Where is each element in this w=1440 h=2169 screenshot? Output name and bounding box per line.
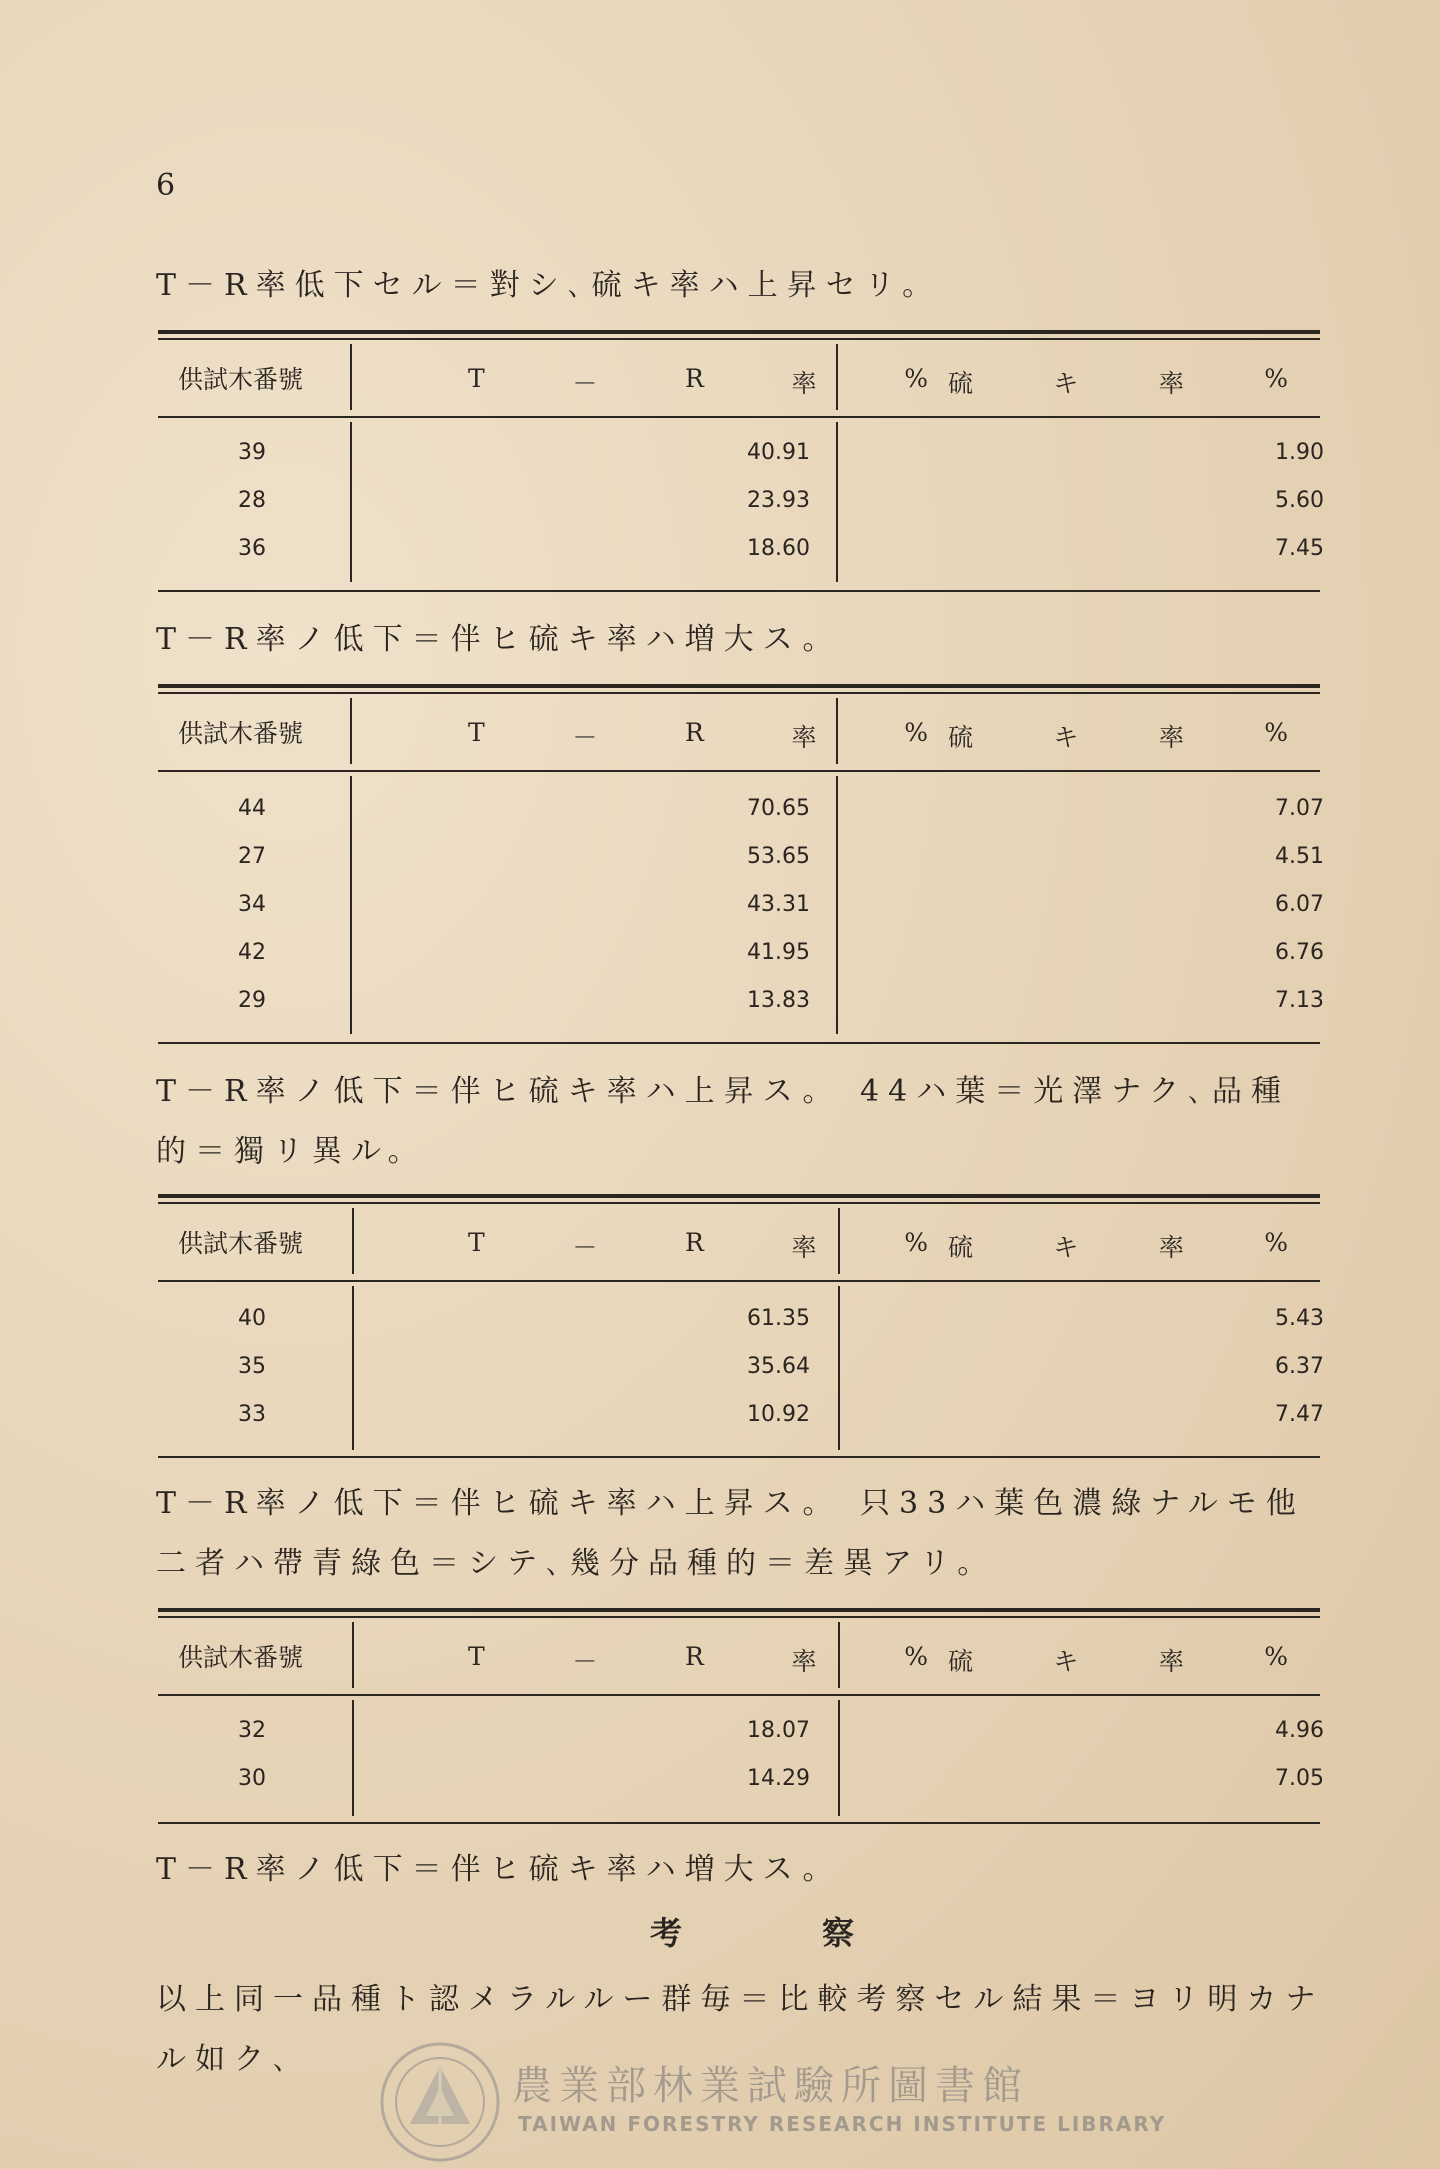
header-sulfur-ratio: 硫 キ 率 % [948,1642,1288,1676]
table-cell: 27 [238,844,266,869]
header-sulfur-ratio: 硫 キ 率 % [948,718,1288,752]
table-cell: 29 [238,988,266,1013]
table-cell: 41.95 [747,940,810,965]
table-cell: 5.43 [1275,1306,1324,1331]
table-cell: 5.60 [1275,488,1324,513]
table-cell: 4.51 [1275,844,1324,869]
data-table-4 [158,1608,1324,1826]
table-cell: 30 [238,1766,266,1791]
paragraph-5: T－R率ノ低下＝伴ヒ硫キ率ハ増大ス。 [156,1852,842,1887]
table-cell: 28 [238,488,266,513]
table-cell: 35 [238,1354,266,1379]
table-cell: 18.07 [747,1718,810,1743]
library-name-chinese: 農業部林業試驗所圖書館 [512,2063,1029,2109]
table-cell: 23.93 [747,488,810,513]
table-cell: 70.65 [747,796,810,821]
header-sulfur-ratio: 硫 キ 率 % [948,1228,1288,1262]
header-tree-number: 供試木番號 [178,1229,304,1258]
table-cell: 7.13 [1275,988,1324,1013]
table-cell: 44 [238,796,266,821]
table-cell: 53.65 [747,844,810,869]
header-tr-ratio: T － R 率 % [468,1228,928,1262]
data-table-2 [158,684,1324,1046]
page-number: 6 [156,168,176,203]
header-tr-ratio: T － R 率 % [468,364,928,398]
table-cell: 35.64 [747,1354,810,1379]
paragraph-1: T－R率低下セル＝對シ､硫キ率ハ上昇セリ。 [156,268,942,303]
paragraph-4: T－R率ノ低下＝伴ヒ硫キ率ハ上昇ス。 只33ハ葉色濃綠ナルモ他二者ハ帶青綠色＝シテ､幾分品種的＝差異アリ。 [156,1486,1305,1581]
table-cell: 40.91 [747,440,810,465]
table-cell: 7.47 [1275,1402,1324,1427]
table-cell: 42 [238,940,266,965]
table-cell: 18.60 [747,536,810,561]
table-cell: 61.35 [747,1306,810,1331]
header-tr-ratio: T － R 率 % [468,1642,928,1676]
header-sulfur-ratio: 硫 キ 率 % [948,364,1288,398]
paragraph-2: T－R率ノ低下＝伴ヒ硫キ率ハ増大ス。 [156,622,842,657]
data-table-1 [158,330,1324,592]
table-cell: 6.76 [1275,940,1324,965]
table-cell: 7.07 [1275,796,1324,821]
paragraph-3: T－R率ノ低下＝伴ヒ硫キ率ハ上昇ス。 44ハ葉＝光澤ナク､品種的＝獨リ異ル。 [156,1074,1291,1169]
table-cell: 7.45 [1275,536,1324,561]
table-cell: 10.92 [747,1402,810,1427]
table-cell: 6.07 [1275,892,1324,917]
data-table-3 [158,1194,1324,1460]
table-cell: 36 [238,536,266,561]
table-cell: 43.31 [747,892,810,917]
paragraph-6: 以上同一品種ト認メラルルー群毎＝比較考察セル結果＝ヨリ明カナル如ク､ [156,1982,1325,2077]
table-cell: 14.29 [747,1766,810,1791]
table-cell: 33 [238,1402,266,1427]
header-tr-ratio: T － R 率 % [468,718,928,752]
table-cell: 6.37 [1275,1354,1324,1379]
table-cell: 13.83 [747,988,810,1013]
header-tree-number: 供試木番號 [178,719,304,748]
table-cell: 1.90 [1275,440,1324,465]
table-cell: 34 [238,892,266,917]
header-tree-number: 供試木番號 [178,1643,304,1672]
table-cell: 40 [238,1306,266,1331]
library-seal-icon [378,2040,502,2164]
table-cell: 32 [238,1718,266,1743]
section-heading: 考察 [650,1914,995,1952]
library-name-english: TAIWAN FORESTRY RESEARCH INSTITUTE LIBRARY [518,2112,1167,2136]
header-tree-number: 供試木番號 [178,365,304,394]
table-cell: 4.96 [1275,1718,1324,1743]
table-cell: 7.05 [1275,1766,1324,1791]
table-cell: 39 [238,440,266,465]
